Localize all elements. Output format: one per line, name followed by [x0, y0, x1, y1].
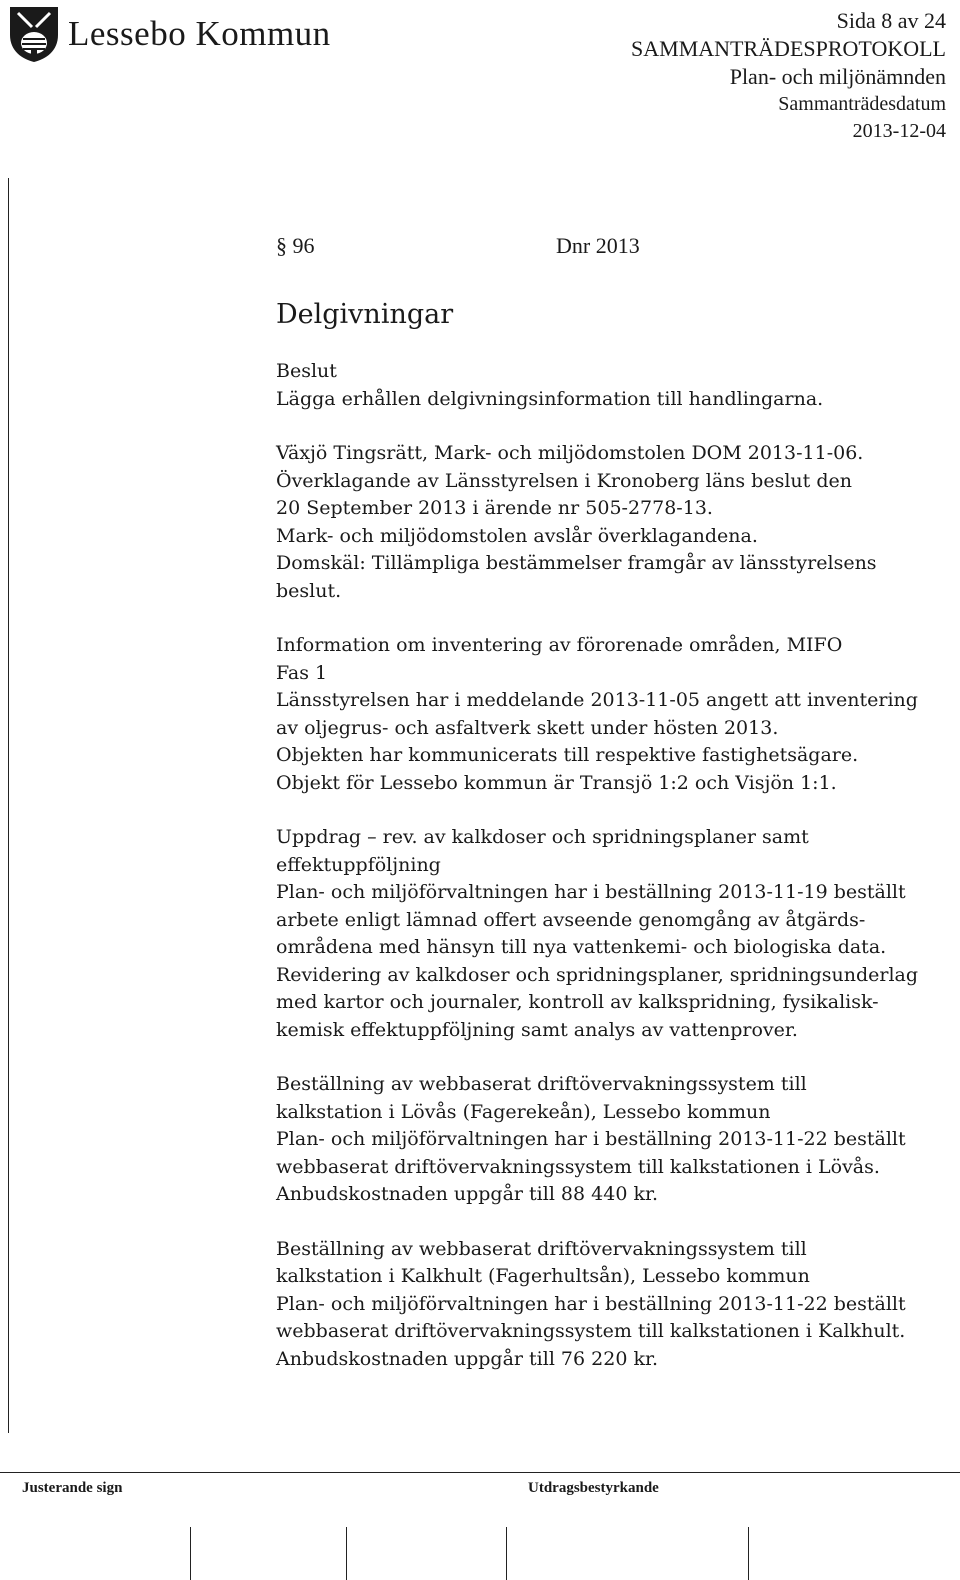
notice-line: Anbudskostnaden uppgår till 76 220 kr.	[276, 1347, 659, 1370]
page-number: Sida 8 av 24	[836, 8, 946, 33]
signature-divider	[346, 1527, 347, 1580]
notice-line: Uppdrag – rev. av kalkdoser och spridningsplaner samt	[276, 826, 809, 848]
notice-item	[276, 1071, 944, 1209]
notice-line: Överklagande av Länsstyrelsen i Kronoberg läns beslut den	[276, 469, 852, 492]
notice-line: kalkstation i Lövås (Fagerekeån), Lessebo kommun	[276, 1100, 771, 1123]
notice-line: med kartor och journaler, kontroll av kalkspridning, fysikalisk-	[276, 991, 879, 1013]
notice-line: effektuppföljning	[276, 853, 441, 876]
decision-heading: Beslut	[276, 360, 337, 382]
notice-line: Växjö Tingsrätt, Mark- och miljödomstolen DOM 2013-11-06.	[276, 442, 864, 464]
notice-line: Beställning av webbaserat driftövervakningssystem till	[276, 1237, 807, 1260]
meeting-date: 2013-12-04	[852, 120, 946, 142]
protocol-title: SAMMANTRÄDESPROTOKOLL	[631, 36, 946, 61]
notice-line: beslut.	[276, 579, 342, 602]
notice-line: Beställning av webbaserat driftövervakningssystem till	[276, 1073, 807, 1095]
notice-line: Plan- och miljöförvaltningen har i beställning 2013-11-22 beställt	[276, 1292, 906, 1315]
notice-line: 20 September 2013 i ärende nr 505-2778-13.	[276, 497, 713, 519]
notice-line: Plan- och miljöförvaltningen har i beställning 2013-11-22 beställt	[276, 1128, 906, 1150]
document-body	[276, 228, 944, 1373]
notice-line: Mark- och miljödomstolen avslår överklagandena.	[276, 524, 758, 547]
notice-line: Domskäl: Tillämpliga bestämmelser framgår av länsstyrelsens	[276, 552, 877, 574]
margin-rule	[8, 178, 9, 1433]
notice-line: arbete enligt lämnad offert avseende genomgång av åtgärds-	[276, 908, 866, 931]
board-name: Plan- och miljönämnden	[729, 64, 946, 89]
notice-line: områdena med hänsyn till nya vattenkemi- och biologiska data.	[276, 936, 887, 958]
municipal-crest-icon	[8, 5, 60, 63]
decision-text: Lägga erhållen delgivningsinformation till handlingarna.	[276, 387, 824, 410]
notice-line: Länsstyrelsen har i meddelande 2013-11-05 angett att inventering	[276, 689, 918, 711]
footer-divider	[0, 1472, 960, 1473]
section-number: § 96	[276, 233, 315, 258]
section-heading	[276, 228, 944, 264]
meeting-date-label: Sammanträdesdatum	[778, 93, 946, 115]
notice-item	[276, 632, 944, 797]
notice-item	[276, 824, 944, 1044]
notice-item	[276, 440, 944, 605]
notice-line: Anbudskostnaden uppgår till 88 440 kr.	[276, 1183, 659, 1205]
notice-line: kalkstation i Kalkhult (Fagerhultsån), Lessebo kommun	[276, 1265, 810, 1287]
notice-item	[276, 1236, 944, 1374]
notice-line: Revidering av kalkdoser och spridningsplaner, spridningsunderlag	[276, 963, 919, 986]
page-title: Delgivningar	[276, 299, 454, 330]
signature-footer	[0, 1472, 960, 1580]
signature-divider	[190, 1527, 191, 1580]
notice-line: kemisk effektuppföljning samt analys av vattenprover.	[276, 1018, 798, 1041]
notice-line: Plan- och miljöförvaltningen har i beställning 2013-11-19 beställt	[276, 881, 906, 903]
notice-line: Fas 1	[276, 661, 328, 684]
adjusting-signature-label: Justerande sign	[22, 1480, 123, 1496]
notice-line: Objekten har kommunicerats till respektive fastighetsägare.	[276, 744, 859, 766]
notice-line: Objekt för Lessebo kommun är Transjö 1:2 och Visjön 1:1.	[276, 771, 837, 794]
notice-line: av oljegrus- och asfaltverk skett under hösten 2013.	[276, 716, 779, 739]
signature-divider	[748, 1527, 749, 1580]
signature-divider	[506, 1527, 507, 1580]
municipality-logo	[8, 4, 331, 64]
notice-line: webbaserat driftövervakningssystem till kalkstationen i Lövås.	[276, 1155, 880, 1178]
notice-line: webbaserat driftövervakningssystem till kalkstationen i Kalkhult.	[276, 1320, 906, 1342]
decision-block	[276, 358, 944, 413]
diary-number: Dnr 2013	[556, 233, 640, 258]
notice-line: Information om inventering av förorenade områden, MIFO	[276, 634, 843, 656]
logo-text: Lessebo Kommun	[68, 14, 331, 53]
document-header	[631, 8, 946, 145]
extract-certification-label: Utdragsbestyrkande	[528, 1480, 659, 1496]
